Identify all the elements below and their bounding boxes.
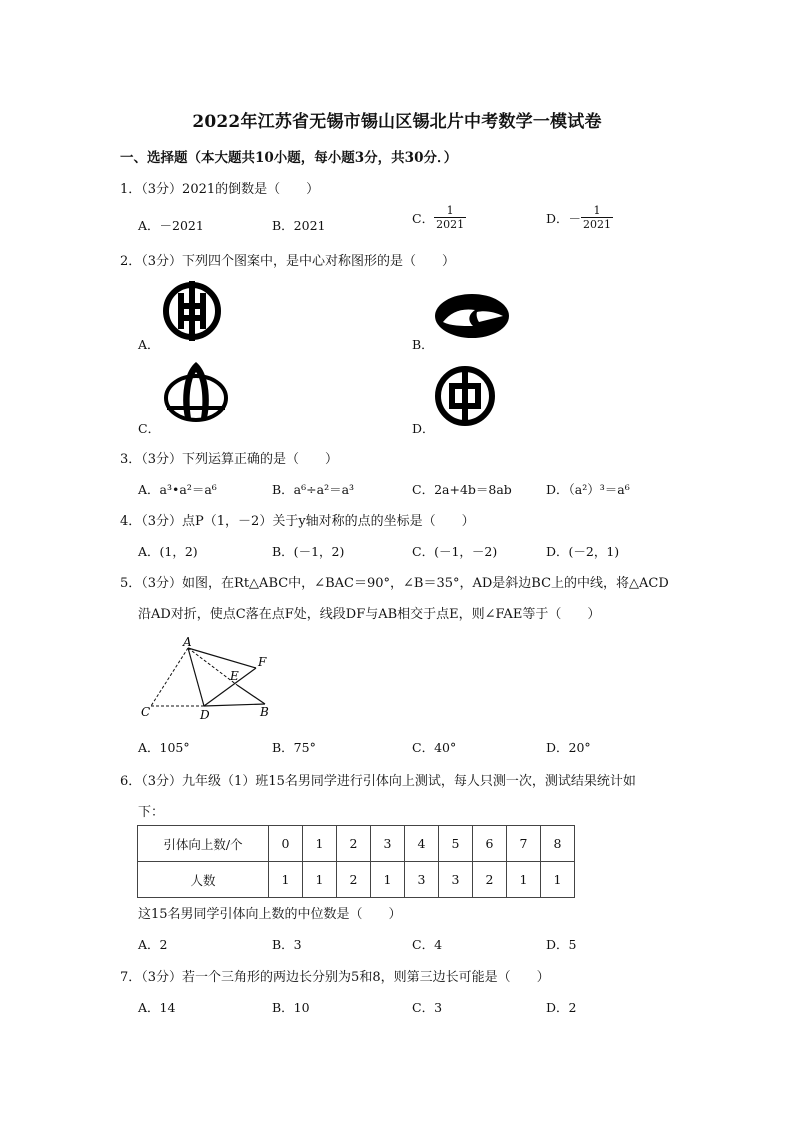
table-cell: 8 <box>541 826 575 862</box>
segment-af <box>188 648 256 668</box>
question-1-stem: 1．（3分）2021的倒数是（ ） <box>120 182 320 197</box>
table-cell: 3 <box>439 862 473 898</box>
question-4-option-a[interactable]: A．(1，2) <box>138 544 198 559</box>
question-6-option-a[interactable]: A．2 <box>138 937 168 952</box>
arch-logo-icon <box>163 360 229 424</box>
fraction-c-denominator: 2021 <box>436 218 465 231</box>
table-cell: 2 <box>473 862 507 898</box>
table-cell: 2 <box>337 862 371 898</box>
question-4-option-c[interactable]: C．(－1，－2) <box>412 544 498 559</box>
question-1-option-a[interactable]: A．－2021 <box>138 218 204 233</box>
question-2-option-d[interactable]: D． <box>412 421 435 436</box>
table-cell: 1 <box>303 826 337 862</box>
question-6-stem-line1: 6．（3分）九年级（1）班15名男同学进行引体向上测试，每人只测一次，测试结果统计如 <box>120 774 636 789</box>
question-5-option-c[interactable]: C．40° <box>412 740 457 755</box>
question-5-option-b[interactable]: B．75° <box>272 740 316 755</box>
table-cell: 3 <box>405 862 439 898</box>
question-7-option-b[interactable]: B．10 <box>272 1000 310 1015</box>
question-1-option-d[interactable] <box>546 204 613 231</box>
question-4-stem: 4．（3分）点P（1，－2）关于y轴对称的点的坐标是（ ） <box>120 514 475 529</box>
option-c-label: C． <box>412 210 435 226</box>
table-cell: 7 <box>507 826 541 862</box>
question-3-option-c[interactable]: C．2a+4b＝8ab <box>412 482 512 497</box>
oval-swoosh-logo-icon <box>433 292 511 340</box>
question-3-stem: 3．（3分）下列运算正确的是（ ） <box>120 452 339 467</box>
question-5-option-d[interactable]: D．20° <box>546 740 591 755</box>
label-f: F <box>258 655 267 669</box>
table-cell: 2 <box>337 826 371 862</box>
triangle-figure <box>136 634 286 724</box>
question-2-option-a[interactable]: A． <box>138 337 160 352</box>
coin-logo-icon <box>434 365 496 427</box>
question-1-option-b[interactable]: B．2021 <box>272 218 326 233</box>
fraction-d <box>581 204 613 231</box>
table-row <box>138 862 575 898</box>
fraction-c-numerator: 1 <box>446 204 454 217</box>
question-5-stem-line1: 5．（3分）如图，在Rt△ABC中，∠BAC＝90°，∠B＝35°，AD是斜边BC上的中线，将△ACD <box>120 576 669 591</box>
question-1-option-c[interactable] <box>412 204 466 231</box>
question-6-stem-line2: 下： <box>138 805 165 820</box>
table-cell: 1 <box>303 862 337 898</box>
table-row <box>138 826 575 862</box>
question-4-option-d[interactable]: D．(－2，1) <box>546 544 620 559</box>
segment-eb <box>237 685 265 704</box>
question-6-stem-line3: 这15名男同学引体向上数的中位数是（ ） <box>138 907 402 922</box>
table-header-people: 人数 <box>138 862 269 898</box>
fraction-c <box>434 204 466 231</box>
table-cell: 1 <box>269 862 303 898</box>
question-4-option-b[interactable]: B．(－1，2) <box>272 544 345 559</box>
question-5-option-a[interactable]: A．105° <box>138 740 190 755</box>
question-7-option-a[interactable]: A．14 <box>138 1000 176 1015</box>
question-3-option-b[interactable]: B．a⁶÷a²＝a³ <box>272 482 355 497</box>
question-3-option-a[interactable]: A．a³•a²＝a⁶ <box>138 482 217 497</box>
question-5-stem-line2: 沿AD对折，使点C落在点F处，线段DF与AB相交于点E，则∠FAE等于（ ） <box>138 607 601 622</box>
label-e: E <box>230 669 239 683</box>
segment-db <box>204 704 265 706</box>
option-d-label: D．－ <box>546 210 582 226</box>
question-2-stem: 2．（3分）下列四个图案中，是中心对称图形的是（ ） <box>120 254 456 269</box>
question-6-option-d[interactable]: D．5 <box>546 937 577 952</box>
question-6-option-c[interactable]: C．4 <box>412 937 443 952</box>
table-cell: 6 <box>473 826 507 862</box>
question-7-stem: 7．（3分）若一个三角形的两边长分别为5和8，则第三边长可能是（ ） <box>120 970 550 985</box>
question-3-option-d[interactable]: D．（a²）³＝a⁶ <box>546 482 630 497</box>
question-2-option-b[interactable]: B． <box>412 337 434 352</box>
bank-logo-icon <box>160 279 224 343</box>
question-2-option-c[interactable]: C． <box>138 421 161 436</box>
table-cell: 5 <box>439 826 473 862</box>
label-b: B <box>260 705 269 719</box>
pullup-stats-table <box>137 825 575 898</box>
section-heading: 一、选择题（本大题共10小题，每小题3分，共30分．） <box>120 150 458 166</box>
table-cell: 1 <box>507 862 541 898</box>
label-d: D <box>200 708 210 722</box>
page-title: 2022年江苏省无锡市锡山区锡北片中考数学一模试卷 <box>192 112 602 132</box>
table-cell: 4 <box>405 826 439 862</box>
question-7-option-d[interactable]: D．2 <box>546 1000 577 1015</box>
segment-ac <box>151 648 188 706</box>
table-cell: 0 <box>269 826 303 862</box>
question-7-option-c[interactable]: C．3 <box>412 1000 443 1015</box>
segment-ad <box>188 648 204 706</box>
fraction-d-denominator: 2021 <box>583 218 612 231</box>
label-a: A <box>183 635 192 649</box>
question-6-option-b[interactable]: B．3 <box>272 937 302 952</box>
table-cell: 1 <box>371 862 405 898</box>
table-cell: 1 <box>541 862 575 898</box>
fraction-d-numerator: 1 <box>593 204 601 217</box>
table-cell: 3 <box>371 826 405 862</box>
label-c: C <box>141 705 151 719</box>
table-header-count: 引体向上数/个 <box>138 826 269 862</box>
